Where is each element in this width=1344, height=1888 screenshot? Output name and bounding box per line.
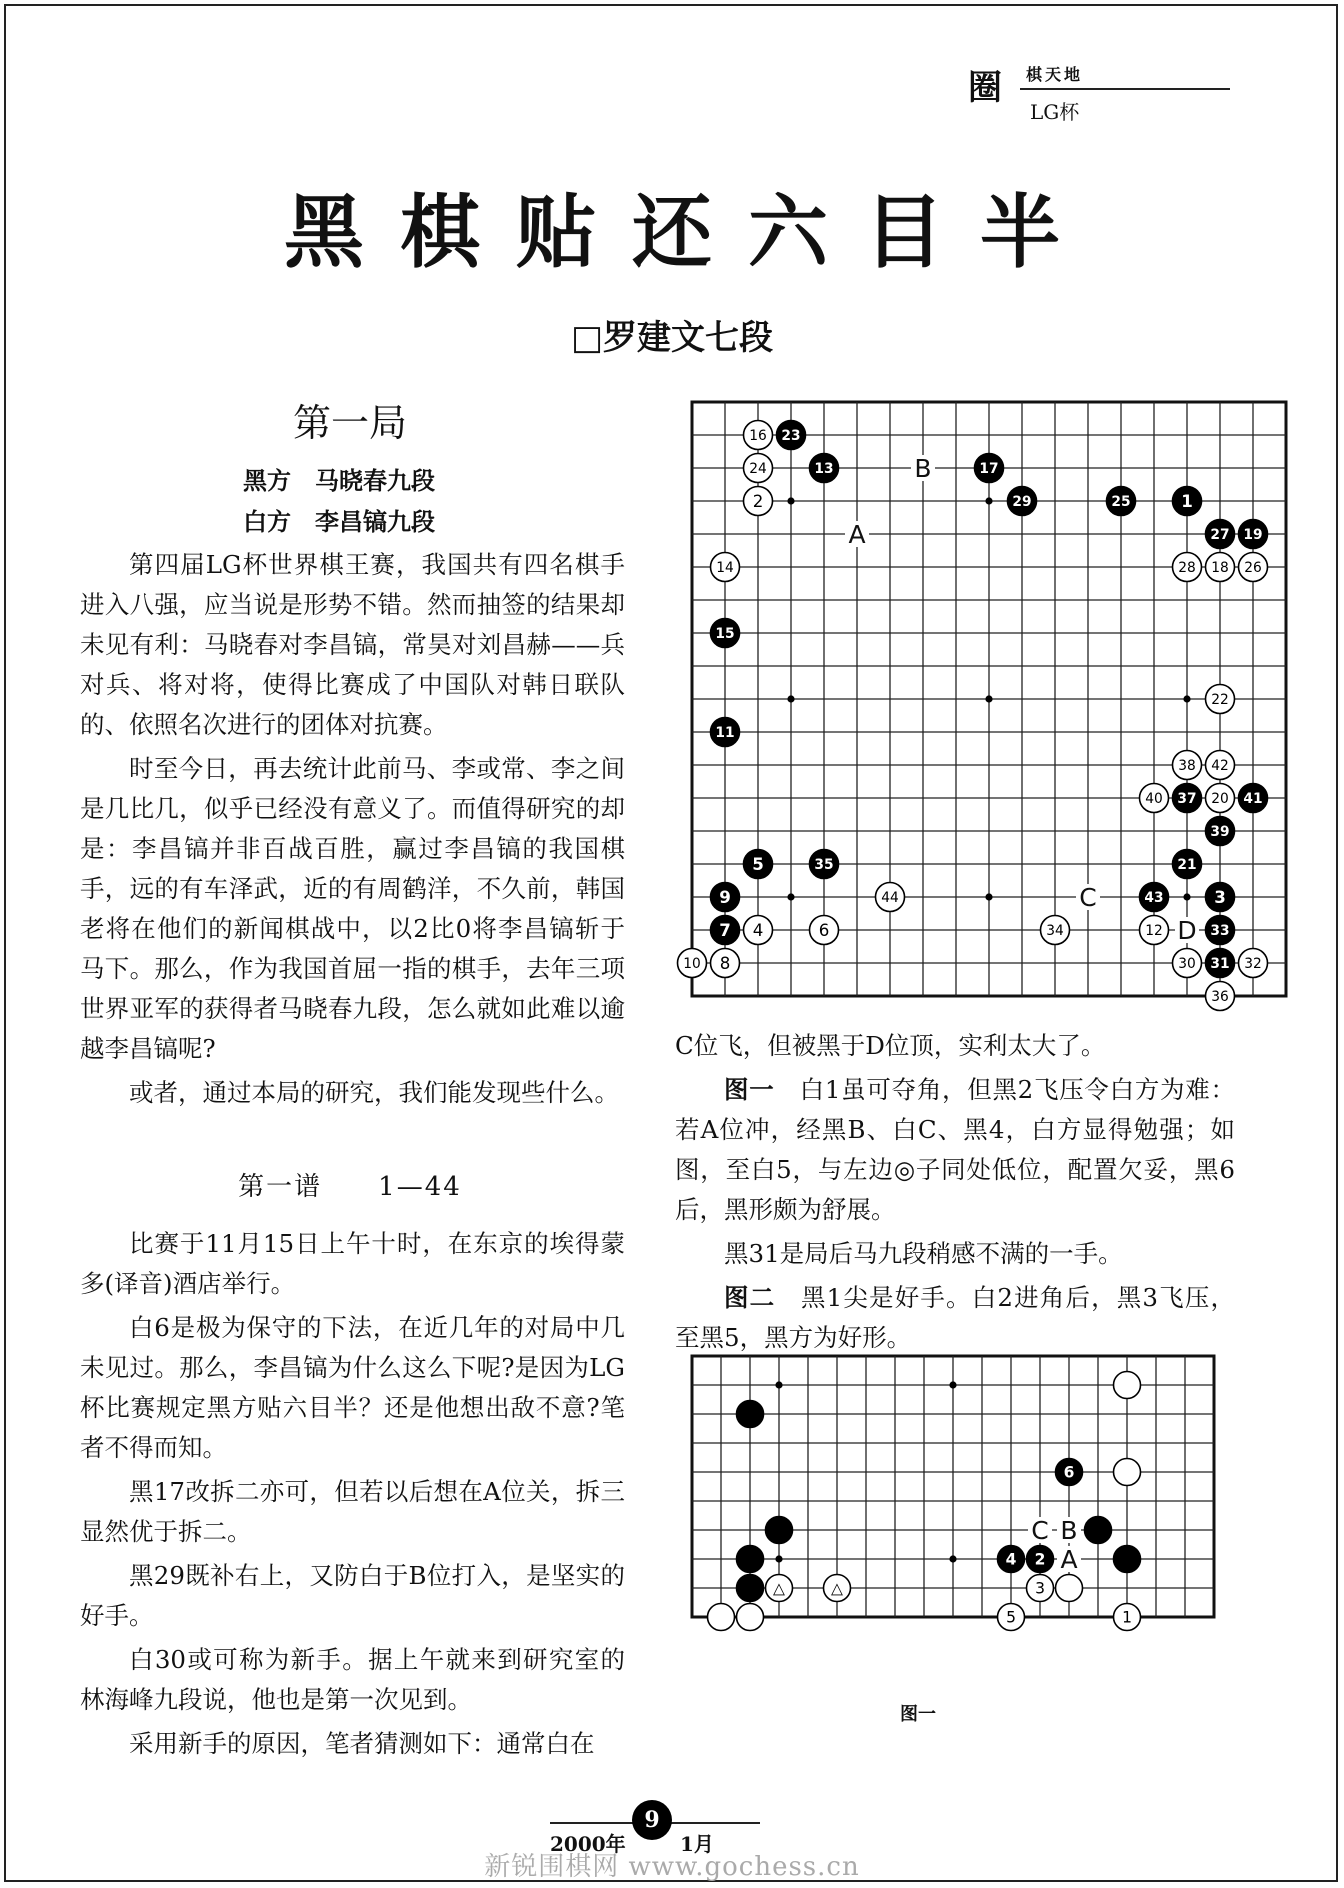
move-number: 18 <box>1211 559 1229 576</box>
paragraph: 采用新手的原因，笔者猜测如下：通常白在 <box>129 1729 595 1758</box>
move-number: 24 <box>749 460 767 477</box>
paragraph: 黑17改拆二亦可，但若以后想在A位关，拆三显然优于拆二。 <box>80 1477 625 1546</box>
move-number: 8 <box>719 954 731 974</box>
watermark: 新锐围棋网 www.gochess.cn <box>484 1852 860 1882</box>
paragraph: 白30或可称为新手。据上午就来到研究室的林海峰九段说，他也是第一次见到。 <box>80 1645 625 1714</box>
move-number: 2 <box>1034 1550 1046 1569</box>
move-number: 31 <box>1210 955 1230 972</box>
white-player: 白方 李昌镐九段 <box>243 507 435 536</box>
paragraph: 比赛于11月15日上午十时，在东京的埃得蒙多(译音)酒店举行。 <box>80 1229 625 1298</box>
move-number: 40 <box>1145 790 1163 807</box>
board-letter-c: C <box>1031 1516 1049 1545</box>
move-number: 11 <box>715 724 735 741</box>
move-number: 33 <box>1210 922 1230 939</box>
board-letter-b: B <box>1060 1516 1078 1545</box>
move-number: 35 <box>814 856 834 873</box>
article-title: 黑棋贴还六目半 <box>284 186 1096 279</box>
game-record-diagram <box>660 396 1263 1010</box>
move-number: 36 <box>1211 988 1229 1005</box>
column-name: 棋天地 <box>1026 65 1084 84</box>
star-point <box>775 1555 782 1562</box>
paragraph: 黑29既补右上，又防白于B位打入，是坚实的好手。 <box>80 1561 625 1630</box>
move-number: 5 <box>752 855 764 875</box>
move-number: 44 <box>881 889 899 906</box>
black-stone <box>737 1575 764 1602</box>
move-number: 28 <box>1178 559 1196 576</box>
move-number: 42 <box>1211 757 1229 774</box>
board-letter-d: D <box>1177 916 1197 945</box>
move-number: 6 <box>818 921 830 941</box>
board-letter-a: A <box>1060 1545 1078 1574</box>
page-number: 9 <box>632 1800 672 1840</box>
fig2-label: 图二 <box>724 1283 776 1312</box>
fig1-paragraph <box>675 1070 1235 1230</box>
move-number: 21 <box>1177 856 1197 873</box>
commentary-text <box>80 1224 625 1764</box>
move-number: 27 <box>1210 526 1230 543</box>
black-stone <box>737 1401 764 1428</box>
move-number: 25 <box>1111 493 1131 510</box>
move-number: 29 <box>1012 493 1032 510</box>
move-number: △ <box>773 1579 785 1598</box>
white-stone <box>708 1604 735 1631</box>
star-point <box>949 1381 956 1388</box>
board-letter-b: B <box>914 454 932 483</box>
paragraph: 时至今日，再去统计此前马、李或常、李之间是几比几，似乎已经没有意义了。而值得研究的却是：李昌镐并非百战百胜，赢过李昌镐的我国棋手，远的有车泽武，近的有周鹤洋，不久前，韩国老将在他们的新闻棋战中，以2比0将李昌镐斩于马下。那么，作为我国首屈一指的棋手，去年三项世界亚军的获得者马晓春九段，怎么就如此难以逾越李昌镐呢? <box>80 754 625 1063</box>
move-number: 1 <box>1122 1608 1132 1627</box>
diagram-notes <box>675 1026 1235 1358</box>
move-number: 5 <box>1006 1608 1016 1627</box>
star-point <box>985 893 992 900</box>
move-number: 17 <box>979 460 999 477</box>
black-player: 黑方 马晓春九段 <box>243 466 435 495</box>
record-range: 第一谱 1—44 <box>238 1172 462 1202</box>
star-point <box>985 497 992 504</box>
column-logo: 圈 <box>968 68 1002 108</box>
move-number: 15 <box>715 625 735 642</box>
move-number: 12 <box>1145 922 1163 939</box>
white-stone <box>1114 1459 1141 1486</box>
white-stone <box>737 1604 764 1631</box>
move-number: 22 <box>1211 691 1229 708</box>
paragraph: 白6是极为保守的下法，在近几年的对局中几未见过。那么，李昌镐为什么这么下呢?是因为LG杯比赛规定黑方贴六目半？还是他想出敌不意?笔者不得而知。 <box>80 1313 625 1462</box>
paragraph: 黑31是局后马九段稍感不满的一手。 <box>724 1239 1123 1268</box>
move-number: 6 <box>1063 1463 1075 1482</box>
move-number: 23 <box>781 427 801 444</box>
intro-text <box>80 545 625 1113</box>
move-number: 3 <box>1035 1579 1045 1598</box>
star-point <box>787 893 794 900</box>
white-stone <box>1056 1575 1083 1602</box>
paragraph: C位飞，但被黑于D位顶，实利太大了。 <box>675 1031 1106 1060</box>
black-stone <box>1114 1546 1141 1573</box>
fig1-text: 白1虽可夺角，但黑2飞压令白方为难：若A位冲，经黑B、白C、黑4，白方显得勉强；如图，至白5，与左边◎子同处低位，配置欠妥，黑6后，黑形颇为舒展。 <box>675 1075 1235 1224</box>
fig1-label: 图一 <box>724 1075 775 1104</box>
black-stone <box>737 1546 764 1573</box>
move-number: 1 <box>1181 492 1193 512</box>
star-point <box>787 497 794 504</box>
move-number: 34 <box>1046 922 1064 939</box>
move-number: 4 <box>752 921 764 941</box>
move-number: 13 <box>814 460 834 477</box>
paragraph: 第四届LG杯世界棋王赛，我国共有四名棋手进入八强，应当说是形势不错。然而抽签的结果却未见有利：马晓春对李昌镐，常昊对刘昌赫——兵对兵、将对将，使得比赛成了中国队对韩日联队的、依照名次进行的团体对抗赛。 <box>80 550 625 739</box>
fig2-text: 黑1尖是好手。白2进角后，黑3飞压，至黑5，黑方为好形。 <box>675 1283 1236 1352</box>
move-number: 2 <box>752 492 764 512</box>
move-number: 7 <box>719 921 731 941</box>
move-number: 43 <box>1144 889 1164 906</box>
move-number: 4 <box>1005 1550 1017 1569</box>
game-title: 第一局 <box>292 401 407 445</box>
black-stone <box>1085 1517 1112 1544</box>
section-name: LG杯 <box>1030 100 1080 124</box>
board-letter-c: C <box>1079 883 1097 912</box>
move-number: 20 <box>1211 790 1229 807</box>
move-number: 10 <box>683 955 701 972</box>
move-number: 14 <box>716 559 734 576</box>
white-stone <box>1114 1372 1141 1399</box>
star-point <box>1183 695 1190 702</box>
move-number: △ <box>831 1579 843 1598</box>
move-number: 9 <box>719 888 731 908</box>
board-letter-a: A <box>848 520 866 549</box>
star-point <box>949 1555 956 1562</box>
paragraph: 或者，通过本局的研究，我们能发现些什么。 <box>129 1078 619 1107</box>
header-rule <box>1020 88 1230 90</box>
move-number: 37 <box>1177 790 1197 807</box>
figure-one-diagram <box>680 1344 1240 1664</box>
black-stone <box>766 1517 793 1544</box>
move-number: 38 <box>1178 757 1196 774</box>
move-number: 32 <box>1244 955 1262 972</box>
move-number: 26 <box>1244 559 1262 576</box>
move-number: 19 <box>1243 526 1263 543</box>
article-author: □罗建文七段 <box>570 318 774 358</box>
move-number: 41 <box>1243 790 1263 807</box>
star-point <box>985 695 992 702</box>
star-point <box>775 1381 782 1388</box>
footer-year: 2000年 <box>550 1832 626 1856</box>
figure-caption: 图一 <box>900 1704 936 1725</box>
move-number: 3 <box>1214 888 1226 908</box>
move-number: 16 <box>749 427 767 444</box>
footer-issue: 1月 <box>680 1832 714 1856</box>
move-number: 39 <box>1210 823 1230 840</box>
star-point <box>1183 893 1190 900</box>
move-number: 30 <box>1178 955 1196 972</box>
star-point <box>787 695 794 702</box>
